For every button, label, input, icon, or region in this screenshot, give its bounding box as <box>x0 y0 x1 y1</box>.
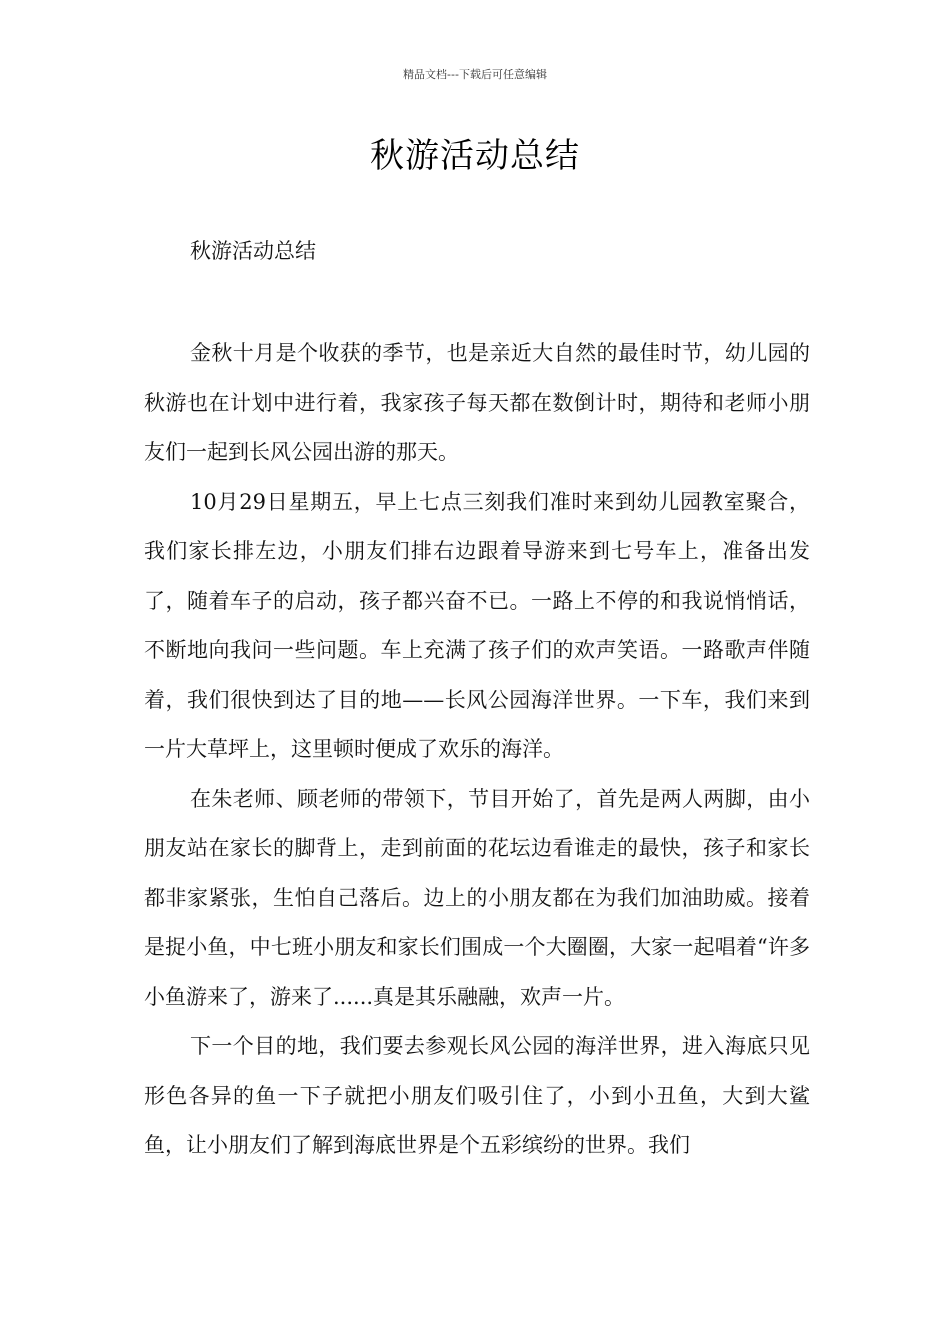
paragraph-1: 金秋十月是个收获的季节，也是亲近大自然的最佳时节，幼儿园的秋游也在计划中进行着，我家孩子每天都在数倒计时，期待和老师小朋友们一起到长风公园出游的那天。 <box>144 341 810 464</box>
paragraph-2: 10月29日星期五，早上七点三刻我们准时来到幼儿园教室聚合，我们家长排左边，小朋友们排右边跟着导游来到七号车上，准备出发了，随着车子的启动，孩子都兴奋不已。一路上不停的和我说悄悄话，不断地向我问一些问题。车上充满了孩子们的欢声笑语。一路歌声伴随着，我们很快到达了目的地——长风公园海洋世界。一下车，我们来到一片大草坪上，这里顿时便成了欢乐的海洋。 <box>144 489 810 761</box>
document-body <box>144 329 810 1171</box>
paragraph-4: 下一个目的地，我们要去参观长风公园的海洋世界，进入海底只见形色各异的鱼一下子就把小朋友们吸引住了，小到小丑鱼，大到大鲨鱼，让小朋友们了解到海底世界是个五彩缤纷的世界。我们 <box>144 1034 810 1157</box>
document-subtitle: 秋游活动总结 <box>190 239 316 263</box>
paragraph-3: 在朱老师、顾老师的带领下，节目开始了，首先是两人两脚，由小朋友站在家长的脚背上，走到前面的花坛边看谁走的最快，孩子和家长都非家紧张，生怕自己落后。边上的小朋友都在为我们加油助威。接着是捉小鱼，中七班小朋友和家长们围成一个大圈圈，大家一起唱着“许多小鱼游来了，游来了......真是其乐融融，欢声一片。 <box>144 786 810 1009</box>
header-note: 精品文档---下载后可任意编辑 <box>403 68 547 81</box>
document-title: 秋游活动总结 <box>370 136 580 176</box>
